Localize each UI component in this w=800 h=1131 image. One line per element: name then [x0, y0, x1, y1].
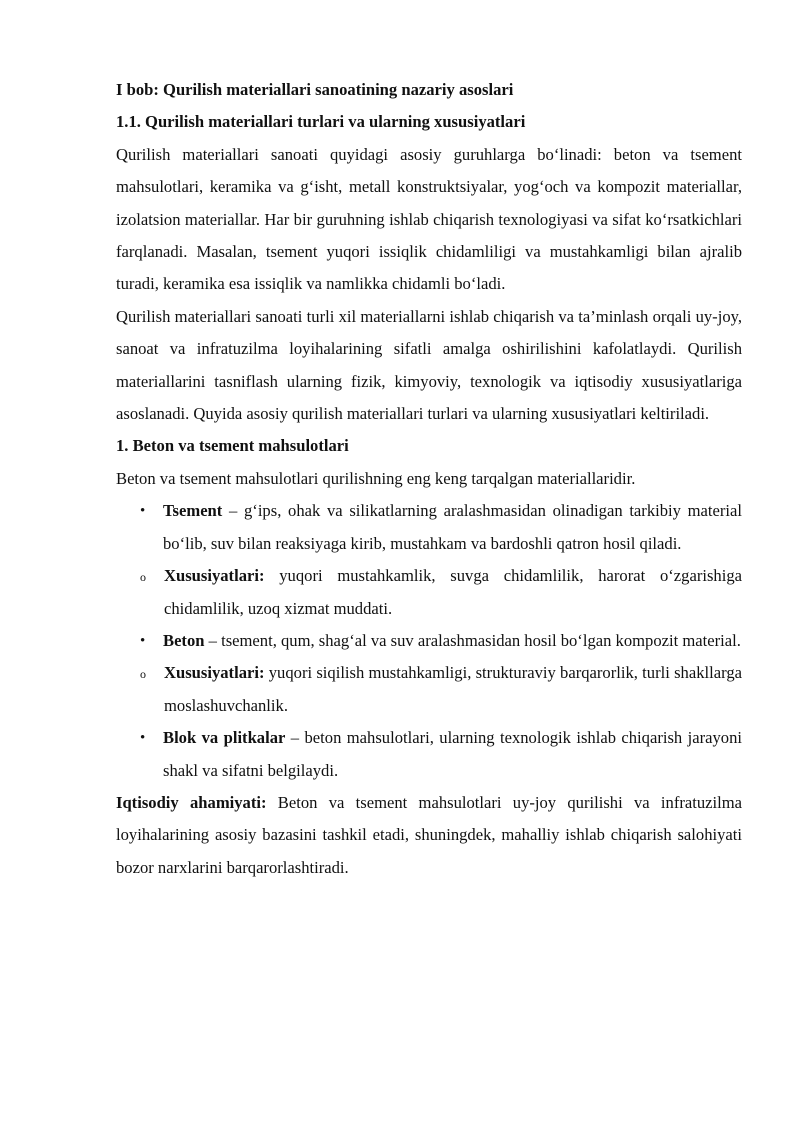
bullet-marker: • — [140, 632, 146, 649]
sub-bullet-marker: o — [140, 570, 146, 585]
bullet-marker: • — [140, 730, 146, 747]
term-label: Blok va plitkalar — [163, 728, 286, 748]
economic-term-label: Iqtisodiy ahamiyati: — [116, 792, 267, 812]
sub-bullet-marker: o — [140, 667, 146, 682]
term-label: Beton — [163, 630, 205, 650]
paragraph-economic — [116, 787, 742, 884]
sub-term-label: Xususiyatlari: — [164, 663, 265, 683]
list-item-beton — [116, 625, 742, 722]
materials-list — [116, 495, 742, 787]
list-item-tsement — [116, 495, 742, 625]
subsection-heading: 1. Beton va tsement mahsulotlari — [116, 436, 349, 456]
economic-description: Beton va tsement mahsulotlari uy-joy qurilishi va infratuzilma loyihalarining asosiy bazasini tashkil etadi, shuningdek, mahalliy ishlab chiqarish salohiyati bozor narxlarini barqarorlashtiradi. — [116, 792, 742, 877]
term-description: – beton mahsulotlari, ularning texnologik ishlab chiqarish jarayoni shakl va sifatni belgilaydi. — [163, 728, 742, 780]
paragraph-beton-intro: Beton va tsement mahsulotlari qurilishning eng keng tarqalgan materiallaridir. — [116, 468, 636, 488]
sub-term-description: yuqori mustahkamlik, suvga chidamlilik, harorat o‘zgarishiga chidamlilik, uzoq xizmat muddati. — [164, 566, 742, 618]
sub-bullet-text — [140, 657, 742, 722]
bullet-text — [140, 495, 742, 560]
list-item-blok — [116, 722, 742, 787]
bullet-text — [140, 722, 742, 787]
sub-bullet-text — [140, 560, 742, 625]
paragraph-classification: Qurilish materiallari sanoati turli xil materiallarni ishlab chiqarish va ta’minlash orqali uy-joy, sanoat va infratuzilma loyihalarining sifatli amalga oshirilishini kafolatlaydi. Qurilish materiallarini tasniflash ularning fizik, kimyoviy, texnologik va iqtisodiy xususiyatlariga asoslanadi. Quyida asosiy qurilish materiallari turlari va ularning xususiyatlari keltiriladi. — [116, 306, 742, 424]
bullet-text — [140, 625, 742, 657]
paragraph-intro: Qurilish materiallari sanoati quyidagi asosiy guruhlarga bo‘linadi: beton va tsement mahsulotlari, keramika va g‘isht, metall konstruktsiyalar, yog‘och va kompozit materiallar, izolatsion materiallar. Har bir guruhning ishlab chiqarish texnologiyasi va sifat ko‘rsatkichlari farqlanadi. Masalan, tsement yuqori issiqlik chidamliligi va mustahkamligi bilan ajralib turadi, keramika esa issiqlik va namlikka chidamli bo‘ladi. — [116, 144, 742, 294]
sub-term-label: Xususiyatlari: — [164, 566, 265, 586]
term-description: – g‘ips, ohak va silikatlarning aralashmasidan olinadigan tarkibiy material bo‘lib, suv bilan reaksiyaga kirib, mustahkam va bardoshli qatron hosil qiladi. — [163, 501, 742, 553]
section-heading: 1.1. Qurilish materiallari turlari va ularning xususiyatlari — [116, 112, 526, 132]
bullet-marker: • — [140, 503, 146, 520]
chapter-heading: I bob: Qurilish materiallari sanoatining nazariy asoslari — [116, 80, 514, 99]
sub-term-description: yuqori siqilish mustahkamligi, strukturaviy barqarorlik, turli shakllarga moslashuvchanlik. — [164, 663, 742, 715]
term-description: – tsement, qum, shag‘al va suv aralashmasidan hosil bo‘lgan kompozit material. — [204, 630, 741, 650]
term-label: Tsement — [163, 501, 223, 521]
